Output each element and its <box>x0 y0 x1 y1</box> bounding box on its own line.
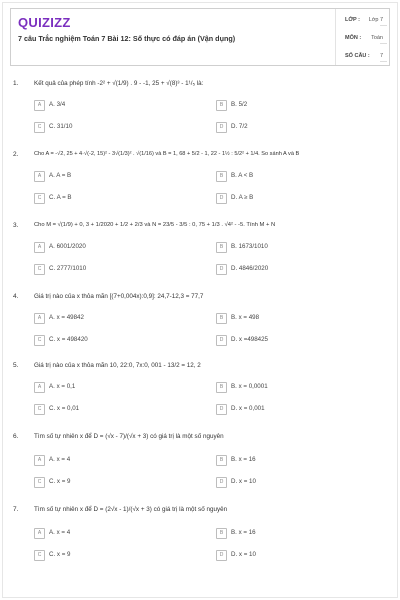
option-letter: C <box>34 404 45 415</box>
option-a[interactable] <box>34 171 194 183</box>
option-a[interactable] <box>34 242 194 254</box>
question-stem: Tìm số tự nhiên x để D = (2√x - 1)/(√x + 3) có giá trị là một số nguyên <box>34 506 228 513</box>
option-text: C. x = 9 <box>49 478 71 485</box>
question-stem: Tìm số tự nhiên x để D = (√x - 7)/(√x + 3) có giá trị là một số nguyên <box>34 433 224 440</box>
option-text: A. x = 4 <box>49 529 71 536</box>
option-text: B. A < B <box>231 172 254 179</box>
option-letter: A <box>34 171 45 182</box>
option-text: D. A ≥ B <box>231 194 254 201</box>
option-text: B. x = 0,0001 <box>231 383 268 390</box>
question-number: 4. <box>13 293 19 300</box>
meta-row-class <box>336 11 391 29</box>
option-a[interactable] <box>34 455 194 467</box>
meta-key: LỚP : <box>345 17 360 23</box>
option-text: B. 5/2 <box>231 101 248 108</box>
meta-value: 7 <box>379 53 383 59</box>
option-c[interactable] <box>34 122 194 134</box>
option-d[interactable] <box>216 477 376 489</box>
option-d[interactable] <box>216 193 376 205</box>
option-b[interactable] <box>216 528 376 540</box>
option-b[interactable] <box>216 100 376 112</box>
option-letter: A <box>34 455 45 466</box>
option-letter: D <box>216 404 227 415</box>
option-d[interactable] <box>216 550 376 562</box>
meta-value: Toán <box>371 35 383 41</box>
meta-key: MÔN : <box>345 35 362 41</box>
option-b[interactable] <box>216 242 376 254</box>
option-text: D. 7/2 <box>231 123 248 130</box>
option-d[interactable] <box>216 264 376 276</box>
option-letter: C <box>34 193 45 204</box>
option-text: C. 2777/1010 <box>49 265 87 272</box>
option-letter: B <box>216 313 227 324</box>
question-number: 5. <box>13 362 19 369</box>
option-text: C. 31/10 <box>49 123 73 130</box>
worksheet-header <box>10 8 390 66</box>
option-text: A. x = 4 <box>49 456 71 463</box>
question-number: 7. <box>13 506 19 513</box>
option-text: C. x = 0,01 <box>49 405 80 412</box>
option-text: D. 4846/2020 <box>231 265 269 272</box>
option-text: A. 6001/2020 <box>49 243 86 250</box>
option-d[interactable] <box>216 404 376 416</box>
option-letter: B <box>216 528 227 539</box>
option-letter: C <box>34 550 45 561</box>
page-title: 7 câu Trắc nghiệm Toán 7 Bài 12: Số thực có đáp án (Vận dụng) <box>18 34 236 43</box>
meta-underline <box>380 43 387 44</box>
option-c[interactable] <box>34 477 194 489</box>
meta-key: SỐ CÂU : <box>345 53 370 59</box>
option-letter: A <box>34 100 45 111</box>
question-number: 2. <box>13 151 19 158</box>
option-text: B. x = 498 <box>231 314 260 321</box>
option-letter: C <box>34 122 45 133</box>
option-text: A. x = 0,1 <box>49 383 76 390</box>
option-c[interactable] <box>34 404 194 416</box>
option-text: B. x = 16 <box>231 529 256 536</box>
question-number: 3. <box>13 222 19 229</box>
option-a[interactable] <box>34 313 194 325</box>
option-letter: B <box>216 455 227 466</box>
option-letter: D <box>216 550 227 561</box>
question-stem: Cho M = √(1/9) + 0, 3 + 1/2020 + 1/2 + 2/3 và N = 23/5 - 3/5 : 0, 75 + 1/3 . √4² - -5. Tính M + N <box>34 222 276 228</box>
option-text: D. x = 10 <box>231 551 256 558</box>
option-text: D. x =498425 <box>231 336 268 343</box>
question-stem: Kết quả của phép tính -2² + √(1/9) . 9 - -1, 25 + √(8)³ - 1¹/₅ là: <box>34 80 204 87</box>
meta-underline <box>380 25 387 26</box>
question-number: 6. <box>13 433 19 440</box>
option-letter: D <box>216 193 227 204</box>
option-letter: D <box>216 122 227 133</box>
option-a[interactable] <box>34 528 194 540</box>
quizizz-logo: QUIZIZZ <box>18 15 71 30</box>
option-c[interactable] <box>34 335 194 347</box>
option-letter: D <box>216 477 227 488</box>
meta-panel <box>335 9 391 65</box>
option-a[interactable] <box>34 382 194 394</box>
option-b[interactable] <box>216 313 376 325</box>
option-text: C. x = 9 <box>49 551 71 558</box>
option-letter: C <box>34 477 45 488</box>
option-text: D. x = 10 <box>231 478 256 485</box>
meta-row-count <box>336 47 391 65</box>
option-letter: A <box>34 313 45 324</box>
option-letter: A <box>34 528 45 539</box>
question-stem: Giá trị nào của x thỏa mãn 10, 22:0, 7x:0, 001 - 13/2 = 12, 2 <box>34 362 201 369</box>
question-stem: Giá trị nào của x thỏa mãn [(7+0,004x):0,9]: 24,7-12,3 = 77,7 <box>34 293 204 300</box>
option-text: A. 3/4 <box>49 101 66 108</box>
option-b[interactable] <box>216 382 376 394</box>
option-letter: D <box>216 335 227 346</box>
option-c[interactable] <box>34 193 194 205</box>
option-c[interactable] <box>34 264 194 276</box>
option-letter: B <box>216 242 227 253</box>
option-letter: C <box>34 335 45 346</box>
option-letter: C <box>34 264 45 275</box>
option-text: A. x = 49842 <box>49 314 84 321</box>
option-text: A. A = B <box>49 172 72 179</box>
option-text: C. x = 498420 <box>49 336 88 343</box>
option-letter: A <box>34 242 45 253</box>
option-text: B. 1673/1010 <box>231 243 268 250</box>
option-b[interactable] <box>216 455 376 467</box>
option-text: D. x = 0,001 <box>231 405 265 412</box>
question-number: 1. <box>13 80 19 87</box>
meta-value: Lớp 7 <box>368 17 383 23</box>
option-a[interactable] <box>34 100 194 112</box>
meta-row-subject <box>336 29 391 47</box>
option-letter: B <box>216 100 227 111</box>
option-text: B. x = 16 <box>231 456 256 463</box>
option-text: C. A = B <box>49 194 72 201</box>
meta-underline <box>380 61 387 62</box>
option-b[interactable] <box>216 171 376 183</box>
option-c[interactable] <box>34 550 194 562</box>
option-letter: D <box>216 264 227 275</box>
option-d[interactable] <box>216 122 376 134</box>
question-stem: Cho A = -√2, 25 + 4·√(-2, 15)² - 3√(1/3)² . √(1/16) và B = 1, 68 + 5/2 - 1, 22 - 1½ : 5/2² + 1/4. So sánh A và B <box>34 151 300 157</box>
option-d[interactable] <box>216 335 376 347</box>
option-letter: A <box>34 382 45 393</box>
option-letter: B <box>216 171 227 182</box>
option-letter: B <box>216 382 227 393</box>
